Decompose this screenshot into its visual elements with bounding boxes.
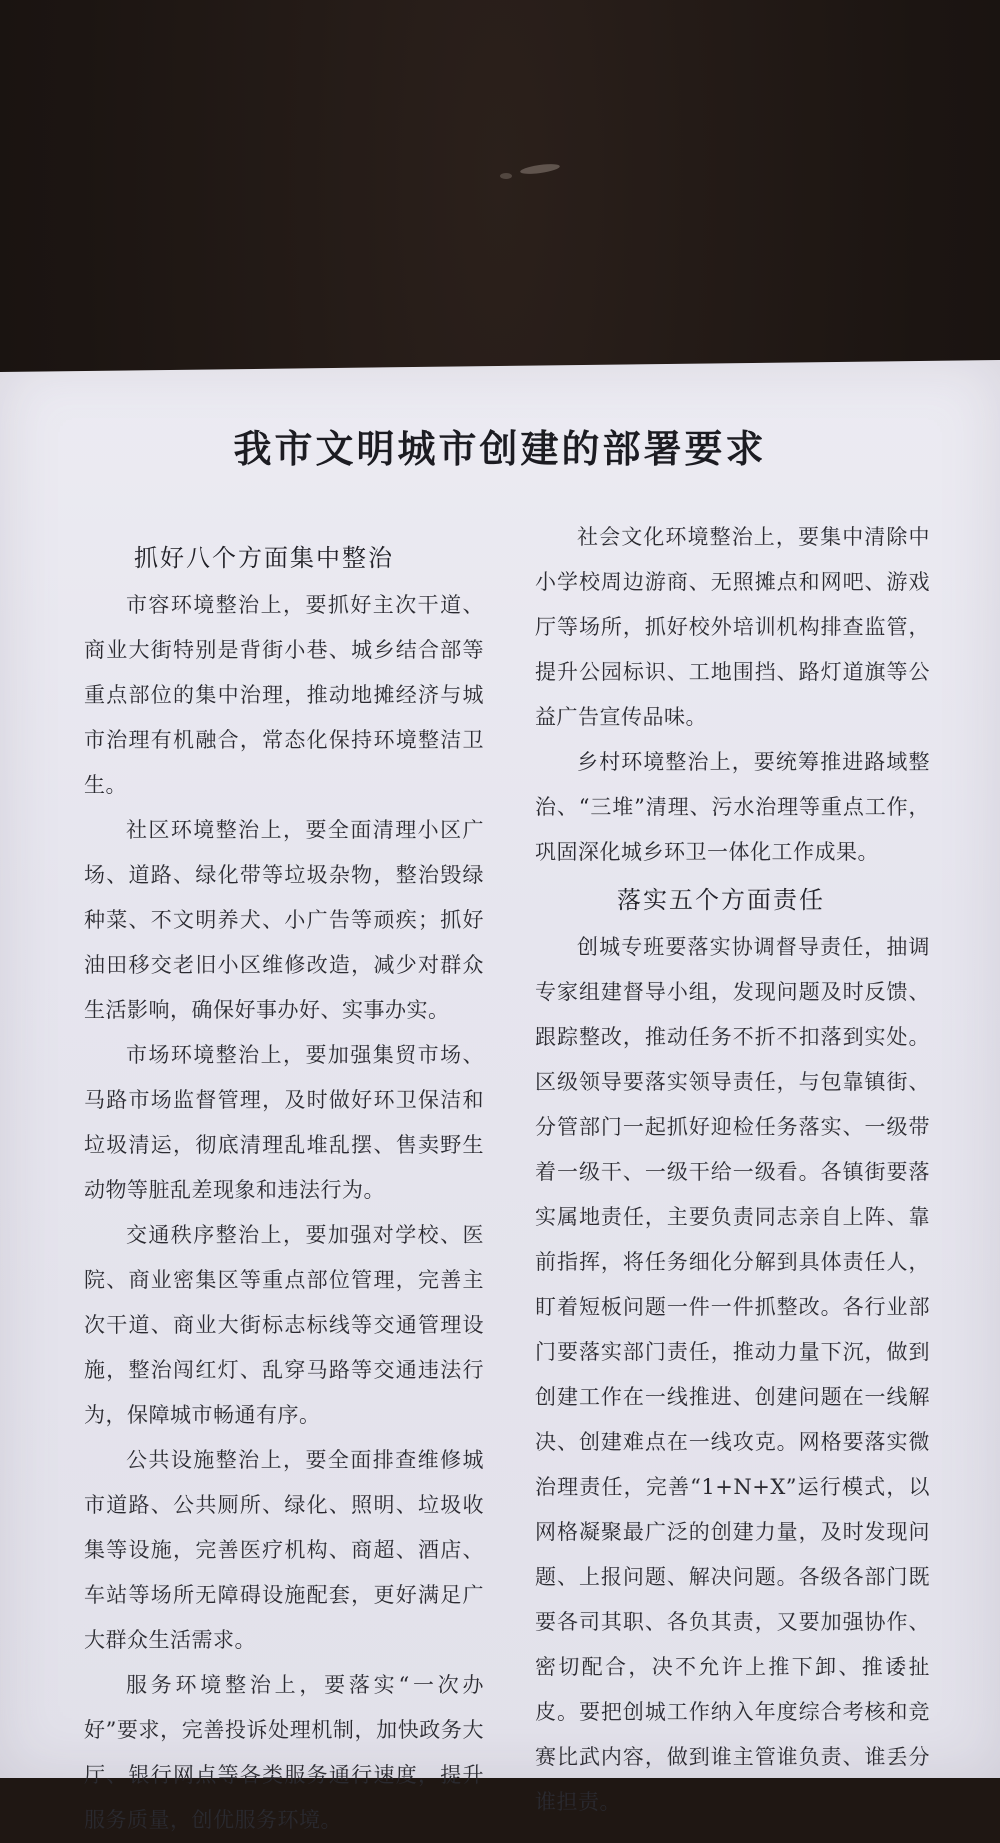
document-title: 我市文明城市创建的部署要求 — [233, 426, 767, 471]
section-heading-rectification: 抓好八个方面集中整治 — [134, 544, 394, 572]
paragraph: 乡村环境整治上，要统筹推进路域整治、“三堆”清理、污水治理等重点工作，巩固深化城乡环卫一体化工作成果。 — [535, 750, 930, 864]
paragraph: 社会文化环境整治上，要集中清除中小学校周边游商、无照摊点和网吧、游戏厅等场所，抓好校外培训机构排查监管，提升公园标识、工地围挡、路灯道旗等公益广告宣传品味。 — [535, 525, 930, 729]
table-speck — [500, 173, 512, 179]
paragraph: 交通秩序整治上，要加强对学校、医院、商业密集区等重点部位管理，完善主次干道、商业大街标志标线等交通管理设施，整治闯红灯、乱穿马路等交通违法行为，保障城市畅通有序。 — [84, 1223, 484, 1427]
left-column — [84, 533, 484, 1843]
paragraph: 公共设施整治上，要全面排查维修城市道路、公共厕所、绿化、照明、垃圾收集等设施，完善医疗机构、商超、酒店、车站等场所无障碍设施配套，更好满足广大群众生活需求。 — [84, 1448, 484, 1652]
right-column — [535, 515, 930, 1825]
paragraph: 市场环境整治上，要加强集贸市场、马路市场监督管理，及时做好环卫保洁和垃圾清运，彻底清理乱堆乱摆、售卖野生动物等脏乱差现象和违法行为。 — [84, 1043, 484, 1202]
section-heading-responsibility: 落实五个方面责任 — [617, 886, 825, 914]
paragraph: 社区环境整治上，要全面清理小区广场、道路、绿化带等垃圾杂物，整治毁绿种菜、不文明养犬、小广告等顽疾；抓好油田移交老旧小区维修改造，减少对群众生活影响，确保好事办好、实事办实。 — [84, 818, 484, 1022]
paragraph: 市容环境整治上，要抓好主次干道、商业大街特别是背街小巷、城乡结合部等重点部位的集中治理，推动地摊经济与城市治理有机融合，常态化保持环境整洁卫生。 — [84, 593, 484, 797]
paragraph: 服务环境整治上，要落实“一次办好”要求，完善投诉处理机制，加快政务大厅、银行网点等各类服务通行速度，提升服务质量，创优服务环境。 — [84, 1673, 484, 1832]
paragraph: 创城专班要落实协调督导责任，抽调专家组建督导小组，发现问题及时反馈、跟踪整改，推动任务不折不扣落到实处。区级领导要落实领导责任，与包靠镇街、分管部门一起抓好迎检任务落实、一级带着一级干、一级干给一级看。各镇街要落实属地责任，主要负责同志亲自上阵、靠前指挥，将任务细化分解到具体责任人，盯着短板问题一件一件抓整改。各行业部门要落实部门责任，推动力量下沉，做到创建工作在一线推进、创建问题在一线解决、创建难点在一线攻克。网格要落实微治理责任，完善“1+N+X”运行模式，以网格凝聚最广泛的创建力量，及时发现问题、上报问题、解决问题。各级各部门既要各司其职、各负其责，又要加强协作、密切配合，决不允许上推下卸、推诿扯皮。要把创城工作纳入年度综合考核和竞赛比武内容，做到谁主管谁负责、谁丢分谁担责。 — [535, 935, 930, 1814]
table-speck — [520, 162, 561, 175]
